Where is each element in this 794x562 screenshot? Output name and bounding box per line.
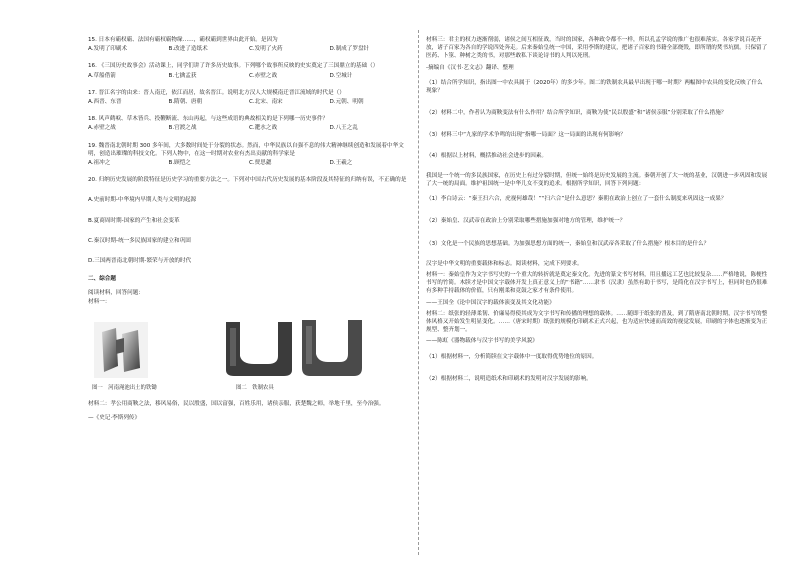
- option-c: C.赤壁之战: [249, 72, 278, 79]
- material-3-source: -摘编自《汉书·艺文志》翻译、整理: [426, 64, 514, 71]
- option-a: A.赤壁之战: [88, 125, 116, 132]
- question-15-stem: 15. 日本有霸权霸、法国有霸权霸物缘……，霸权霸到世界由此开始。是因为: [88, 37, 278, 43]
- material-text: 材料二：孝公用商鞅之法，移风易俗，民以殷盛，国以富强，百姓乐用，诸侯亲服，获楚魏之师，举地千里，至今治强。: [88, 400, 385, 407]
- unification-intro: 我国是一个统一的多民族国家，在历史上有过分裂时期，但统一始终是历史发展的主流。秦朝开创了大一统的基业，汉朝进一步巩固和发展了大一统的局面。维护祖国统一是中华儿女不变的追求。根据所学知识，回答下列问题：: [426, 172, 768, 188]
- section-title: 二、综合题: [88, 276, 116, 283]
- option-b: B.官渡之战: [168, 125, 197, 132]
- question-18-stem: 18. 风声鹤唳、草木皆兵、投鞭断流、东山再起，与这些成语的典故相关的是下列哪一历史事件？: [88, 116, 329, 123]
- option-d: D.三国两晋南北朝时期-繁荣与开放的时代: [88, 258, 192, 265]
- characters-question-2: （2）根据材料二，说明造纸术和印刷术的发明对汉字发展的影响。: [426, 375, 592, 382]
- sub-question-1: （1）结合所学知识，指出图一中农具属于（2020年）的多少年。图二的铁制农具最早出现于哪一时期？两幅图中农具的变化反映了什么现象？: [426, 79, 763, 95]
- iron-hoe-image: [94, 322, 148, 378]
- option-a: A.草船借箭: [88, 72, 116, 79]
- question-16-options: [88, 72, 410, 80]
- figure-1-caption: 图一 河南渑池出土的铁锄: [92, 384, 157, 391]
- option-c: C.秦汉时期-统一多民族国家的建立和巩固: [88, 237, 191, 244]
- chinese-characters-intro: 汉字是中华文明的重要载体和标志。阅读材料，完成下列要求。: [426, 260, 583, 267]
- option-a: A.祖冲之: [88, 160, 111, 167]
- unification-question-1: （1）李白诗云：“秦王扫六合，虎视何雄哉！”“扫六合”是什么意思？秦朝在政治上创立了一套什么制度来巩固这一成果？: [426, 196, 727, 203]
- option-b: B.七擒孟获: [168, 72, 197, 79]
- question-17-options: [88, 98, 410, 106]
- option-a: A.史前时期-中华境内早期人类与文明的起源: [88, 197, 197, 204]
- characters-question-1: （1）根据材料一，分析简牍在文字载体中一度取得优势地位的原因。: [426, 353, 598, 360]
- right-column: [426, 36, 768, 554]
- column-divider: [418, 30, 419, 555]
- option-c: C.发明了火药: [249, 46, 283, 53]
- option-d: D.元朝、明朝: [329, 99, 364, 106]
- characters-material-2-source: ——陈虹《器物载体与汉字书写的美学风貌》: [426, 338, 538, 345]
- material-source: —《史记·李斯列传》: [88, 415, 141, 422]
- option-d: D.空城计: [329, 72, 353, 79]
- option-d: D.八王之乱: [329, 125, 358, 132]
- question-19-options: [88, 159, 410, 167]
- material-1-label: 材料一：: [88, 298, 111, 305]
- figures: [88, 312, 410, 400]
- option-a: A.发明了印刷术: [88, 46, 128, 53]
- question-18: [88, 115, 410, 132]
- question-16: [88, 62, 410, 79]
- question-20: [88, 176, 410, 265]
- option-a: A.西晋、东晋: [88, 99, 122, 106]
- option-c: C.贾思勰: [249, 160, 272, 167]
- option-c: C.淝水之战: [249, 125, 278, 132]
- unification-question-2: （2）秦始皇、汉武帝在政治上分别采取哪些措施加强对地方的管理，维护统一？: [426, 218, 626, 225]
- reading-intro: 阅读材料，回答问题：: [88, 290, 144, 297]
- characters-material-1: 材料一：秦始皇作为文字书写史的一个重大的转折就是奠定秦文化。先进的篆文书写材料，用且播远工艺也比较复杂……严格地说，陈梗性书写的竹简。木牍才是中国文字载体开发上真正意义上的“书籍”……隶书（汉隶）虽然有助于书写，是简化在汉字书写上，但同时也仍很难有多种手持载体的价值，只有刚柔和竟鼓之家才有条件使用。: [426, 272, 768, 295]
- question-17-stem: 17. 晋江名字的由来：晋人南迁，依江而居，故名晋江。说明北方汉人大规模南迁晋江流域的时代是（）: [88, 89, 345, 96]
- iron-tools-image: [220, 316, 370, 378]
- characters-material-2: 材料二：纸张的轻薄柔韧、价廉易得使其成为文字书写和传播的理想的载体。……随即于纸张的普及，到了隋唐南北朝时期，汉字书写的整体风格又开始发生明显变化。……（唐宋时期）纸张的规模化印刷术正式兴起，也为适应快速而高效的视觉发展，印刷的字体也逐渐变为正规型、整齐划一。: [426, 310, 768, 334]
- characters-material-1-source: ——王国全《论中国汉字的载体演变及其文化功能》: [426, 299, 555, 306]
- option-d: D.制成了罗盘针: [329, 46, 370, 53]
- question-20-stem: 20. 归纳历史发展的阶段特征是历史学习的重要方法之一。下列对中国古代历史发展的基本阶段及其特征的归纳有误，不正确的是: [88, 177, 407, 184]
- option-b: B.隋朝、唐朝: [168, 99, 203, 106]
- left-column: [88, 36, 410, 554]
- question-19-stem: 19. 魏晋南北朝时期 300 多年间，大多数时间处于分裂的状态。然而，中华民族以自强不息的伟大精神继续创造和发展着中华文明，创造出璀璨的科技文化。下列人物中，在这一时期对农业有杰出贡献的科学家是: [88, 142, 404, 157]
- option-b: B.改进了造纸术: [168, 46, 208, 53]
- option-b: B.顾恺之: [168, 160, 191, 167]
- question-17: [88, 89, 410, 106]
- option-b: B.夏商周时期-国家的产生和社会变革: [88, 217, 180, 224]
- sub-question-3: （3）材料三中“九家的学术争鸣的出现”指哪一局面？这一局面的出现有何影响？: [426, 132, 626, 139]
- material-3-text: 材料三：君主的权力逐渐削弱，诸侯之间互相征战，当时的国家，各种政令都不一样，所以孔孟学说的推广也很难落实。各家学说百花齐放，诸子百家为各自的学说四处奔走。后来秦始皇统一中国，采用李斯的建议，把诸子百家的书籍全部烧毁，即所谓的焚书坑儒。只保留了医药、卜筮、种树之类的书，对那些敢私下谈论诗书的人判以死刑。: [426, 37, 768, 60]
- question-18-options: [88, 124, 410, 132]
- question-16-stem: 16. 《三国历史故事会》活动课上，同学们讲了许多历史故事。下列哪个故事所反映的史实奠定了三国鼎立的基础（）: [88, 63, 379, 70]
- unification-question-3: （3）文化是一个民族的思想基础。为加强思想方面的统一，秦始皇和汉武帝各采取了什么措施？根本目的是什么？: [426, 240, 710, 247]
- sub-question-4: （4）根据以上材料，概括推动社会进步的因素。: [426, 152, 548, 159]
- question-15: [88, 36, 410, 53]
- sub-question-2: （2）材料二中，作者认为商鞅变法有什么作用？结合所学知识，商鞅为使“民以殷盛”和“诸侯亲服”分别采取了什么措施？: [426, 110, 727, 117]
- option-c: C.北宋、南宋: [249, 99, 283, 106]
- figure-2-caption: 图二 铁制农具: [236, 384, 274, 391]
- question-15-options: [88, 45, 410, 53]
- question-19: [88, 142, 410, 168]
- option-d: D.王羲之: [329, 160, 353, 167]
